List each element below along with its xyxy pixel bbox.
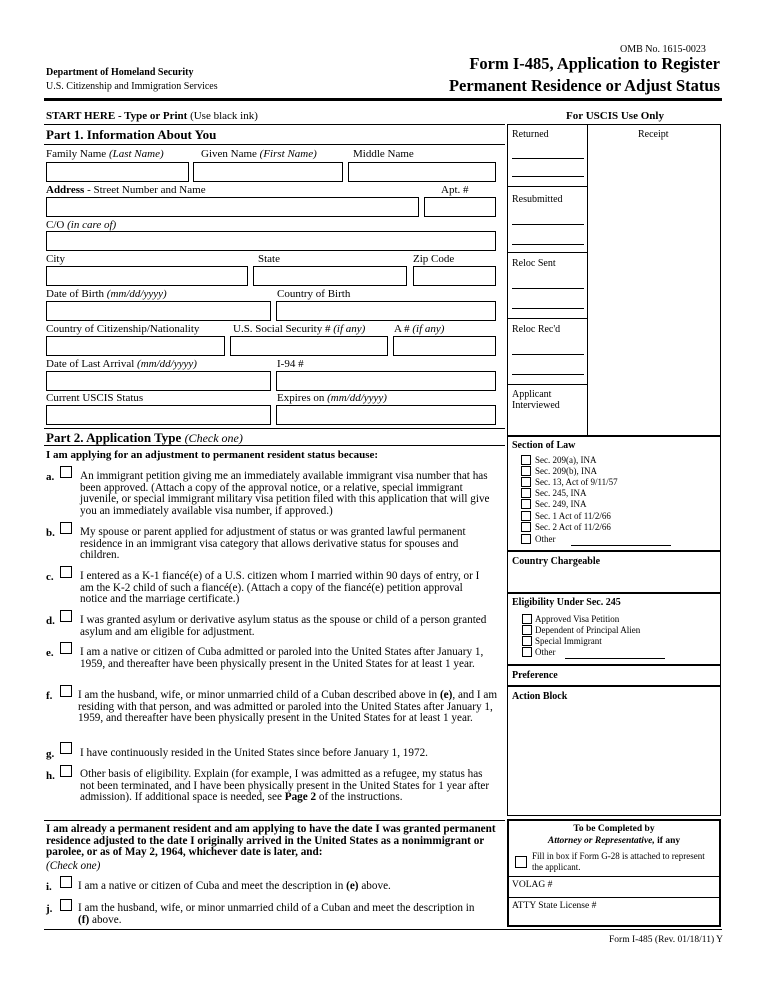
option-h-text: Other basis of eligibility. Explain (for example, I was admitted as a refugee, my status has not been terminated, and I have been physically present in the United States for 1 year after admission). If additional space is needed, see Page 2 of the instructions. — [80, 768, 490, 804]
law-checkbox-3[interactable] — [521, 477, 531, 487]
city-label: City — [46, 253, 65, 265]
option-f-text: I am the husband, wife, or minor unmarried child of a Cuban described above in (e), and I am residing with that person, and was admitted or paroled into the United States after January 1, 1959, and thereafter have been physically present in the United States for at least 1 year. — [78, 689, 498, 725]
zip-input[interactable] — [413, 266, 496, 286]
attorney-subtitle: Attorney or Representative, if any — [547, 836, 681, 846]
option-a-letter: a. — [46, 471, 55, 483]
eligibility-title: Eligibility Under Sec. 245 — [512, 597, 621, 608]
middle-name-input[interactable] — [348, 162, 496, 182]
dob-input[interactable] — [46, 301, 271, 321]
apt-label: Apt. # — [441, 184, 469, 196]
law-item-7: Sec. 2 Act of 11/2/66 — [535, 522, 611, 532]
anum-input[interactable] — [393, 336, 496, 356]
option-d-checkbox[interactable] — [60, 610, 72, 622]
middle-name-label: Middle Name — [353, 148, 414, 160]
elig-checkbox-4[interactable] — [522, 647, 532, 657]
expires-label: Expires on (mm/dd/yyyy) — [277, 392, 387, 404]
section-of-law-title: Section of Law — [512, 440, 576, 451]
ssn-input[interactable] — [230, 336, 388, 356]
given-name-label: Given Name (First Name) — [201, 148, 317, 160]
atty-license-label: ATTY State License # — [512, 901, 597, 911]
agency-name: U.S. Citizenship and Immigration Services — [46, 81, 218, 92]
option-a-text: An immigrant petition giving me an immediately available immigrant visa number that has been approved. (Attach a copy of the approval notice, or a relative, special immigrant juvenile, or special immigrant military visa petition filed with this application that will give you an immediately available visa number, if approved.) — [80, 470, 490, 517]
elig-item-3: Special Immigrant — [535, 636, 602, 646]
attorney-title: To be Completed by — [573, 824, 655, 834]
law-checkbox-4[interactable] — [521, 488, 531, 498]
law-checkbox-2[interactable] — [521, 466, 531, 476]
option-f-letter: f. — [46, 690, 53, 702]
option-j-letter: j. — [46, 903, 53, 915]
interviewed-label: Interviewed — [512, 400, 560, 411]
law-item-3: Sec. 13, Act of 9/11/57 — [535, 477, 618, 487]
form-title-line1: Form I-485, Application to Register — [469, 54, 720, 73]
receipt-label: Receipt — [638, 129, 669, 140]
last-arrival-input[interactable] — [46, 371, 271, 391]
option-f-checkbox[interactable] — [60, 685, 72, 697]
action-block — [507, 686, 721, 816]
law-checkbox-7[interactable] — [521, 522, 531, 532]
last-arrival-label: Date of Last Arrival (mm/dd/yyyy) — [46, 358, 197, 370]
elig-other-line — [565, 658, 665, 659]
anum-label: A # (if any) — [394, 323, 445, 335]
law-checkbox-8[interactable] — [521, 534, 531, 544]
option-e-letter: e. — [46, 647, 54, 659]
returned-label: Returned — [512, 129, 549, 140]
option-i-text: I am a native or citizen of Cuba and meet the description in (e) above. — [78, 880, 391, 892]
resubmitted-label: Resubmitted — [512, 194, 563, 205]
uscis-title: For USCIS Use Only — [566, 110, 664, 122]
option-b-checkbox[interactable] — [60, 522, 72, 534]
elig-checkbox-3[interactable] — [522, 636, 532, 646]
address-label: Address - Street Number and Name — [46, 184, 206, 196]
city-input[interactable] — [46, 266, 248, 286]
part1-title: Part 1. Information About You — [46, 127, 217, 142]
form-footer: Form I-485 (Rev. 01/18/11) Y — [609, 935, 723, 945]
law-item-5: Sec. 249, INA — [535, 499, 587, 509]
co-input[interactable] — [46, 231, 496, 251]
option-i-checkbox[interactable] — [60, 876, 72, 888]
form-title-line2: Permanent Residence or Adjust Status — [448, 76, 720, 95]
part2-title: Part 2. Application Type (Check one) — [46, 430, 243, 445]
action-block-title: Action Block — [512, 691, 568, 702]
option-d-text: I was granted asylum or derivative asylum status as the spouse or child of a person granted asylum and am eligible for adjustment. — [80, 614, 487, 638]
option-d-letter: d. — [46, 615, 55, 627]
cob-label: Country of Birth — [277, 288, 351, 300]
family-name-input[interactable] — [46, 162, 189, 182]
given-name-input[interactable] — [193, 162, 343, 182]
law-item-1: Sec. 209(a), INA — [535, 455, 597, 465]
omb-number: OMB No. 1615-0023 — [620, 44, 706, 55]
law-checkbox-6[interactable] — [521, 511, 531, 521]
apt-input[interactable] — [424, 197, 496, 217]
elig-item-4: Other — [535, 647, 556, 657]
citizenship-label: Country of Citizenship/Nationality — [46, 323, 200, 335]
option-g-letter: g. — [46, 748, 55, 760]
reloc-recd-label: Reloc Rec'd — [512, 324, 561, 335]
g28-checkbox[interactable] — [515, 856, 527, 868]
i94-input[interactable] — [276, 371, 496, 391]
already-resident-hint: (Check one) — [46, 860, 101, 872]
volag-label: VOLAG # — [512, 880, 553, 890]
preference-title: Preference — [512, 670, 558, 681]
state-label: State — [258, 253, 280, 265]
option-a-checkbox[interactable] — [60, 466, 72, 478]
header-rule — [44, 98, 722, 101]
option-h-letter: h. — [46, 770, 55, 782]
option-e-checkbox[interactable] — [60, 642, 72, 654]
option-c-checkbox[interactable] — [60, 566, 72, 578]
zip-label: Zip Code — [413, 253, 455, 265]
department-name: Department of Homeland Security — [46, 67, 194, 78]
co-label: C/O (in care of) — [46, 219, 117, 231]
elig-item-1: Approved Visa Petition — [535, 614, 620, 624]
option-g-text: I have continuously resided in the United States since before January 1, 1972. — [80, 747, 428, 759]
already-resident-text: I am already a permanent resident and am applying to have the date I was granted permanent residence adjusted to the date I originally arrived in the United States as a nonimmigrant or parolee, or as of May 2, 1964, whichever date is later, and: — [46, 823, 496, 859]
expires-input[interactable] — [276, 405, 496, 425]
option-b-letter: b. — [46, 527, 55, 539]
option-j-checkbox[interactable] — [60, 899, 72, 911]
status-label: Current USCIS Status — [46, 392, 144, 404]
part2-intro: I am applying for an adjustment to permanent resident status because: — [46, 449, 379, 461]
elig-checkbox-2[interactable] — [522, 625, 532, 635]
status-input[interactable] — [46, 405, 271, 425]
cob-input[interactable] — [276, 301, 496, 321]
option-g-checkbox[interactable] — [60, 742, 72, 754]
option-c-letter: c. — [46, 571, 54, 583]
law-checkbox-5[interactable] — [521, 499, 531, 509]
option-b-text: My spouse or parent applied for adjustment of status or was granted lawful permanent residence in an immigrant visa category that allows derivative status for spouses and children. — [80, 526, 466, 562]
start-here: START HERE - Type or Print (Use black ink) — [46, 110, 258, 122]
elig-item-2: Dependent of Principal Alien — [535, 625, 641, 635]
option-e-text: I am a native or citizen of Cuba admitted or paroled into the United States after January 1, 1959, and thereafter have been physically present in the United States for at least 1 year. — [80, 646, 484, 670]
applicant-label: Applicant — [512, 389, 552, 400]
law-other-line — [571, 545, 671, 546]
law-item-8: Other — [535, 534, 556, 544]
option-i-letter: i. — [46, 881, 52, 893]
option-j-text: I am the husband, wife, or minor unmarried child of a Cuban and meet the description in (f) above. — [78, 902, 475, 926]
law-checkbox-1[interactable] — [521, 455, 531, 465]
law-item-2: Sec. 209(b), INA — [535, 466, 597, 476]
family-name-label: Family Name (Last Name) — [46, 148, 164, 160]
citizenship-input[interactable] — [46, 336, 225, 356]
law-item-6: Sec. 1 Act of 11/2/66 — [535, 511, 611, 521]
ssn-label: U.S. Social Security # (if any) — [233, 323, 366, 335]
country-chargeable-title: Country Chargeable — [512, 556, 601, 567]
g28-text: Fill in box if Form G-28 is attached to represent the applicant. — [532, 851, 705, 872]
reloc-sent-label: Reloc Sent — [512, 258, 556, 269]
elig-checkbox-1[interactable] — [522, 614, 532, 624]
state-input[interactable] — [253, 266, 407, 286]
dob-label: Date of Birth (mm/dd/yyyy) — [46, 288, 167, 300]
i94-label: I-94 # — [277, 358, 304, 370]
option-c-text: I entered as a K-1 fiancé(e) of a U.S. citizen whom I married within 90 days of entry, or I am the K-2 child of such a fiancé(e). (Attach a copy of the fiancé(e) petition approval notice and the marriage certificate.) — [80, 570, 480, 606]
option-h-checkbox[interactable] — [60, 765, 72, 777]
address-input[interactable] — [46, 197, 419, 217]
law-item-4: Sec. 245, INA — [535, 488, 587, 498]
